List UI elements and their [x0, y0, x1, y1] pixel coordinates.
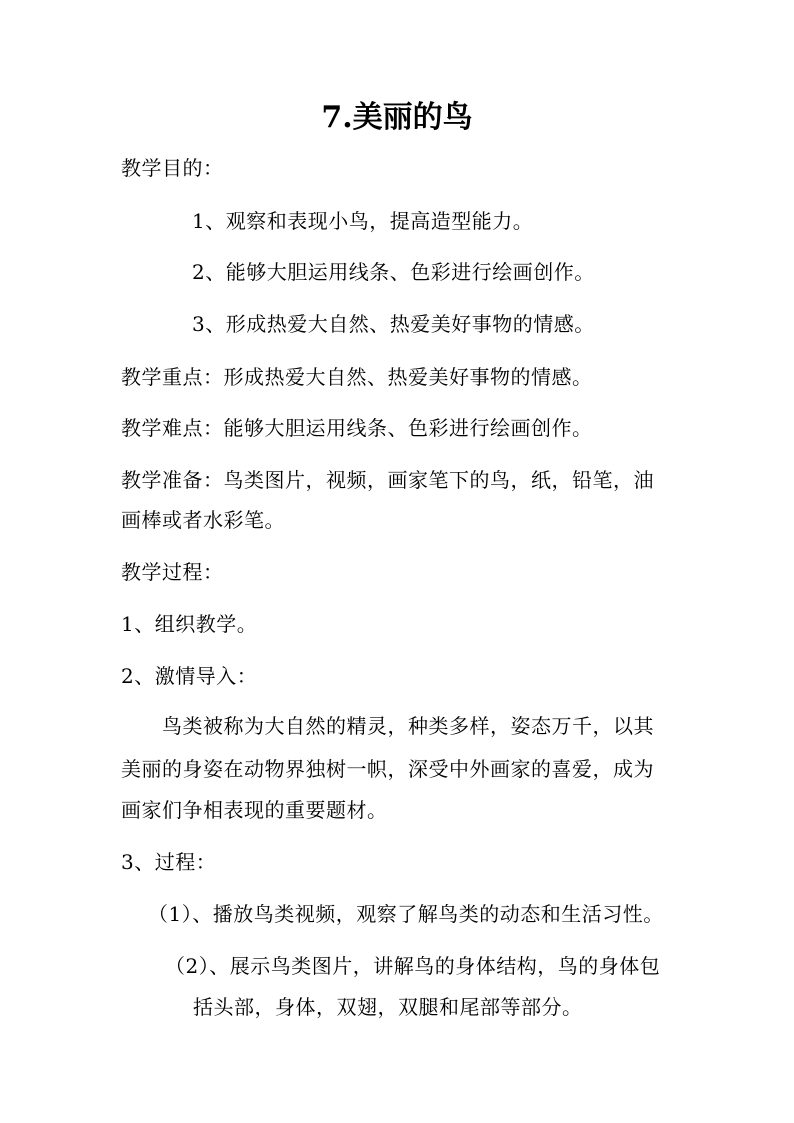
preparation-line: 教学准备：鸟类图片，视频，画家笔下的鸟，纸，铅笔，油: [121, 468, 654, 492]
preparation-line: 画棒或者水彩笔。: [121, 508, 285, 532]
substep-1: （1）、播放鸟类视频，观察了解鸟类的动态和生活习性。: [148, 902, 664, 926]
key-point: 教学重点：形成热爱大自然、热爱美好事物的情感。: [121, 365, 593, 389]
intro-line: 美丽的身姿在动物界独树一帜，深受中外画家的喜爱，成为: [121, 757, 654, 781]
intro-line: 鸟类被称为大自然的精灵，种类多样，姿态万千，以其: [162, 714, 654, 738]
objective-item: 1、观察和表现小鸟，提高造型能力。: [192, 209, 534, 233]
difficulty: 教学难点：能够大胆运用线条、色彩进行绘画创作。: [121, 416, 593, 440]
substep-2-line: （2）、展示鸟类图片，讲解鸟的身体结构，鸟的身体包: [165, 954, 661, 978]
substep-2-line: 括头部，身体，双翅，双腿和尾部等部分。: [193, 995, 583, 1019]
objective-item: 2、能够大胆运用线条、色彩进行绘画创作。: [192, 260, 595, 284]
step-3: 3、过程：: [121, 850, 217, 874]
objective-item: 3、形成热爱大自然、热爱美好事物的情感。: [192, 312, 595, 336]
process-heading: 教学过程：: [121, 560, 224, 584]
intro-line: 画家们争相表现的重要题材。: [121, 798, 388, 822]
step-1: 1、组织教学。: [121, 612, 258, 636]
document-title: 7.美丽的鸟: [321, 100, 473, 135]
step-2: 2、激情导入：: [121, 664, 258, 688]
objectives-heading: 教学目的：: [121, 156, 224, 180]
